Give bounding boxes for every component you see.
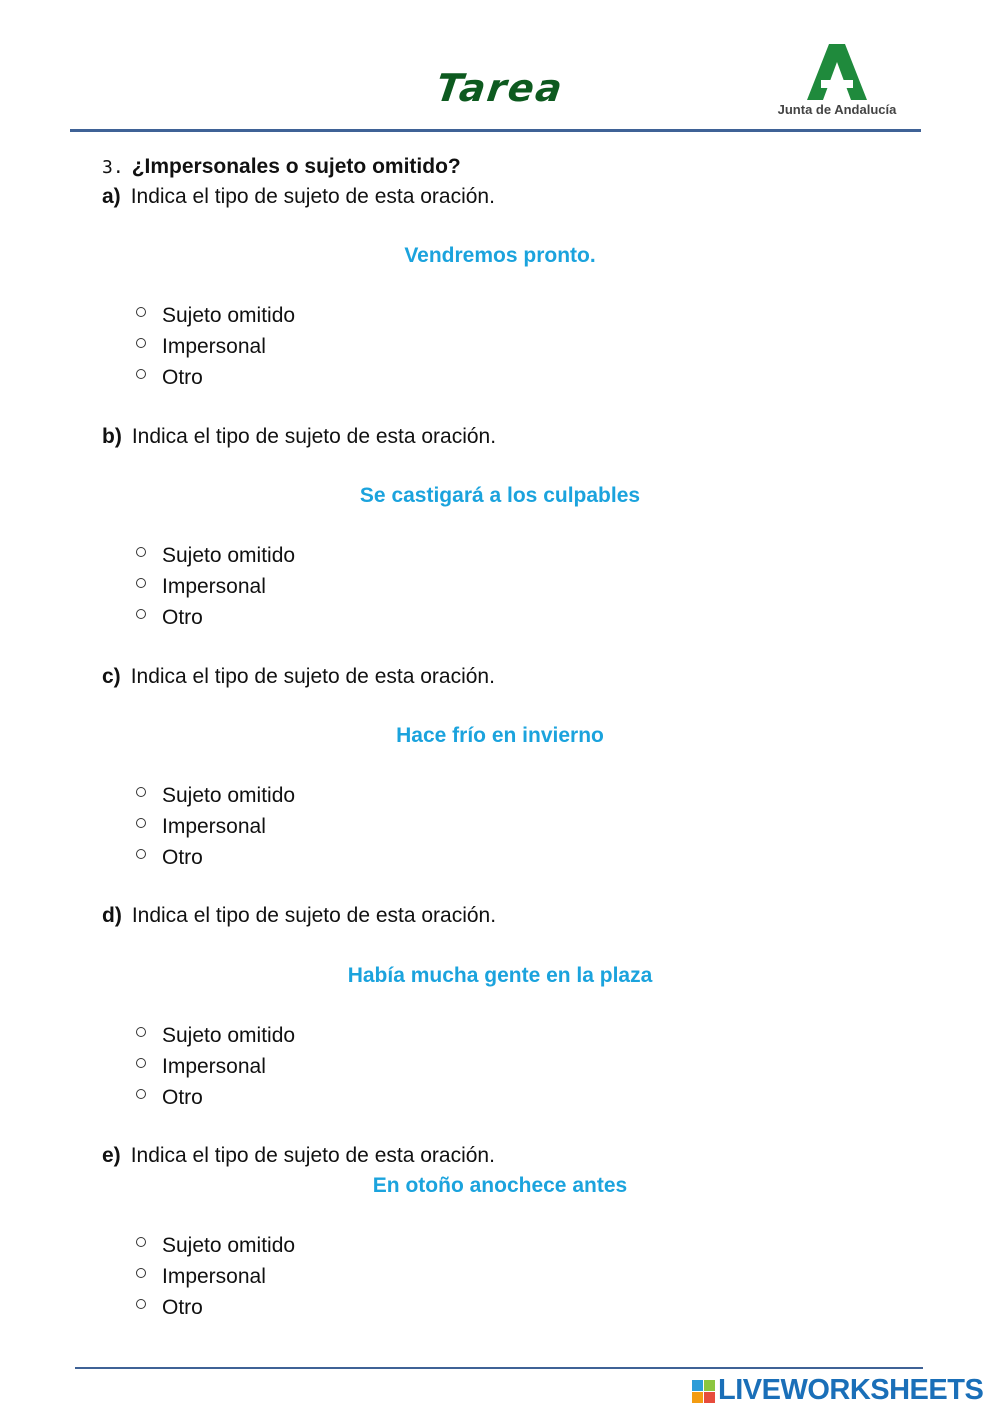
option-impersonal[interactable]	[136, 575, 266, 599]
option-otro[interactable]	[136, 606, 203, 630]
option-sujeto-omitido[interactable]	[136, 544, 295, 568]
radio-icon[interactable]	[136, 338, 146, 348]
item-letter: a)	[102, 185, 121, 208]
junta-a-icon	[807, 44, 867, 100]
item-prompt	[102, 185, 495, 209]
option-label: Impersonal	[162, 815, 266, 838]
radio-icon[interactable]	[136, 369, 146, 379]
radio-icon[interactable]	[136, 787, 146, 797]
option-otro[interactable]	[136, 1086, 203, 1110]
question-text: ¿Impersonales o sujeto omitido?	[131, 155, 461, 178]
radio-icon[interactable]	[136, 1299, 146, 1309]
item-prompt-text: Indica el tipo de sujeto de esta oración.	[130, 185, 495, 208]
option-impersonal[interactable]	[136, 1055, 266, 1079]
option-label: Sujeto omitido	[162, 1234, 296, 1257]
radio-icon[interactable]	[136, 307, 146, 317]
item-prompt-text: Indica el tipo de sujeto de esta oración.	[131, 425, 497, 448]
item-sentence: En otoño anochece antes	[372, 1174, 628, 1197]
item-prompt	[102, 425, 496, 449]
item-letter: b)	[102, 425, 122, 448]
item-sentence: Vendremos pronto.	[404, 244, 596, 267]
item-sentence: Había mucha gente en la plaza	[347, 964, 653, 987]
option-label: Impersonal	[162, 1055, 266, 1078]
logo-text: Junta de Andalucía	[777, 102, 897, 117]
radio-icon[interactable]	[136, 1027, 146, 1037]
header-divider	[70, 129, 921, 132]
option-otro[interactable]	[136, 366, 203, 390]
option-label: Sujeto omitido	[162, 784, 296, 807]
radio-icon[interactable]	[136, 818, 146, 828]
junta-logo	[772, 44, 902, 124]
option-otro[interactable]	[136, 846, 203, 870]
item-prompt-text: Indica el tipo de sujeto de esta oración.	[130, 665, 495, 688]
option-otro[interactable]	[136, 1296, 203, 1320]
item-letter: d)	[102, 904, 122, 927]
radio-icon[interactable]	[136, 1268, 146, 1278]
radio-icon[interactable]	[136, 849, 146, 859]
option-impersonal[interactable]	[136, 815, 266, 839]
footer-divider	[75, 1367, 923, 1369]
liveworksheets-text: LIVEWORKSHEETS	[718, 1374, 984, 1406]
option-label: Otro	[162, 1296, 203, 1319]
radio-icon[interactable]	[136, 547, 146, 557]
item-sentence: Se castigará a los culpables	[359, 484, 641, 507]
radio-icon[interactable]	[136, 1089, 146, 1099]
question-number: 3.	[102, 157, 124, 178]
option-label: Impersonal	[162, 1265, 266, 1288]
option-label: Impersonal	[162, 335, 266, 358]
option-label: Otro	[162, 1086, 203, 1109]
option-label: Otro	[162, 846, 203, 869]
option-impersonal[interactable]	[136, 1265, 266, 1289]
item-letter: e)	[102, 1144, 121, 1167]
radio-icon[interactable]	[136, 1058, 146, 1068]
option-label: Impersonal	[162, 575, 266, 598]
option-label: Sujeto omitido	[162, 544, 296, 567]
option-sujeto-omitido[interactable]	[136, 784, 295, 808]
option-label: Sujeto omitido	[162, 304, 296, 327]
item-sentence: Hace frío en invierno	[396, 724, 604, 747]
option-label: Otro	[162, 366, 203, 389]
item-letter: c)	[102, 665, 121, 688]
item-prompt-text: Indica el tipo de sujeto de esta oración.	[130, 1144, 495, 1167]
option-sujeto-omitido[interactable]	[136, 1024, 295, 1048]
option-label: Sujeto omitido	[162, 1024, 296, 1047]
radio-icon[interactable]	[136, 578, 146, 588]
radio-icon[interactable]	[136, 609, 146, 619]
item-prompt-text: Indica el tipo de sujeto de esta oración.	[131, 904, 497, 927]
liveworksheets-icon	[692, 1380, 716, 1404]
option-sujeto-omitido[interactable]	[136, 304, 295, 328]
item-prompt	[102, 904, 496, 928]
option-label: Otro	[162, 606, 203, 629]
radio-icon[interactable]	[136, 1237, 146, 1247]
item-prompt	[102, 1144, 495, 1168]
option-sujeto-omitido[interactable]	[136, 1234, 295, 1258]
question-title	[102, 155, 461, 179]
page-title: Tarea	[433, 66, 567, 110]
option-impersonal[interactable]	[136, 335, 266, 359]
item-prompt	[102, 665, 495, 689]
